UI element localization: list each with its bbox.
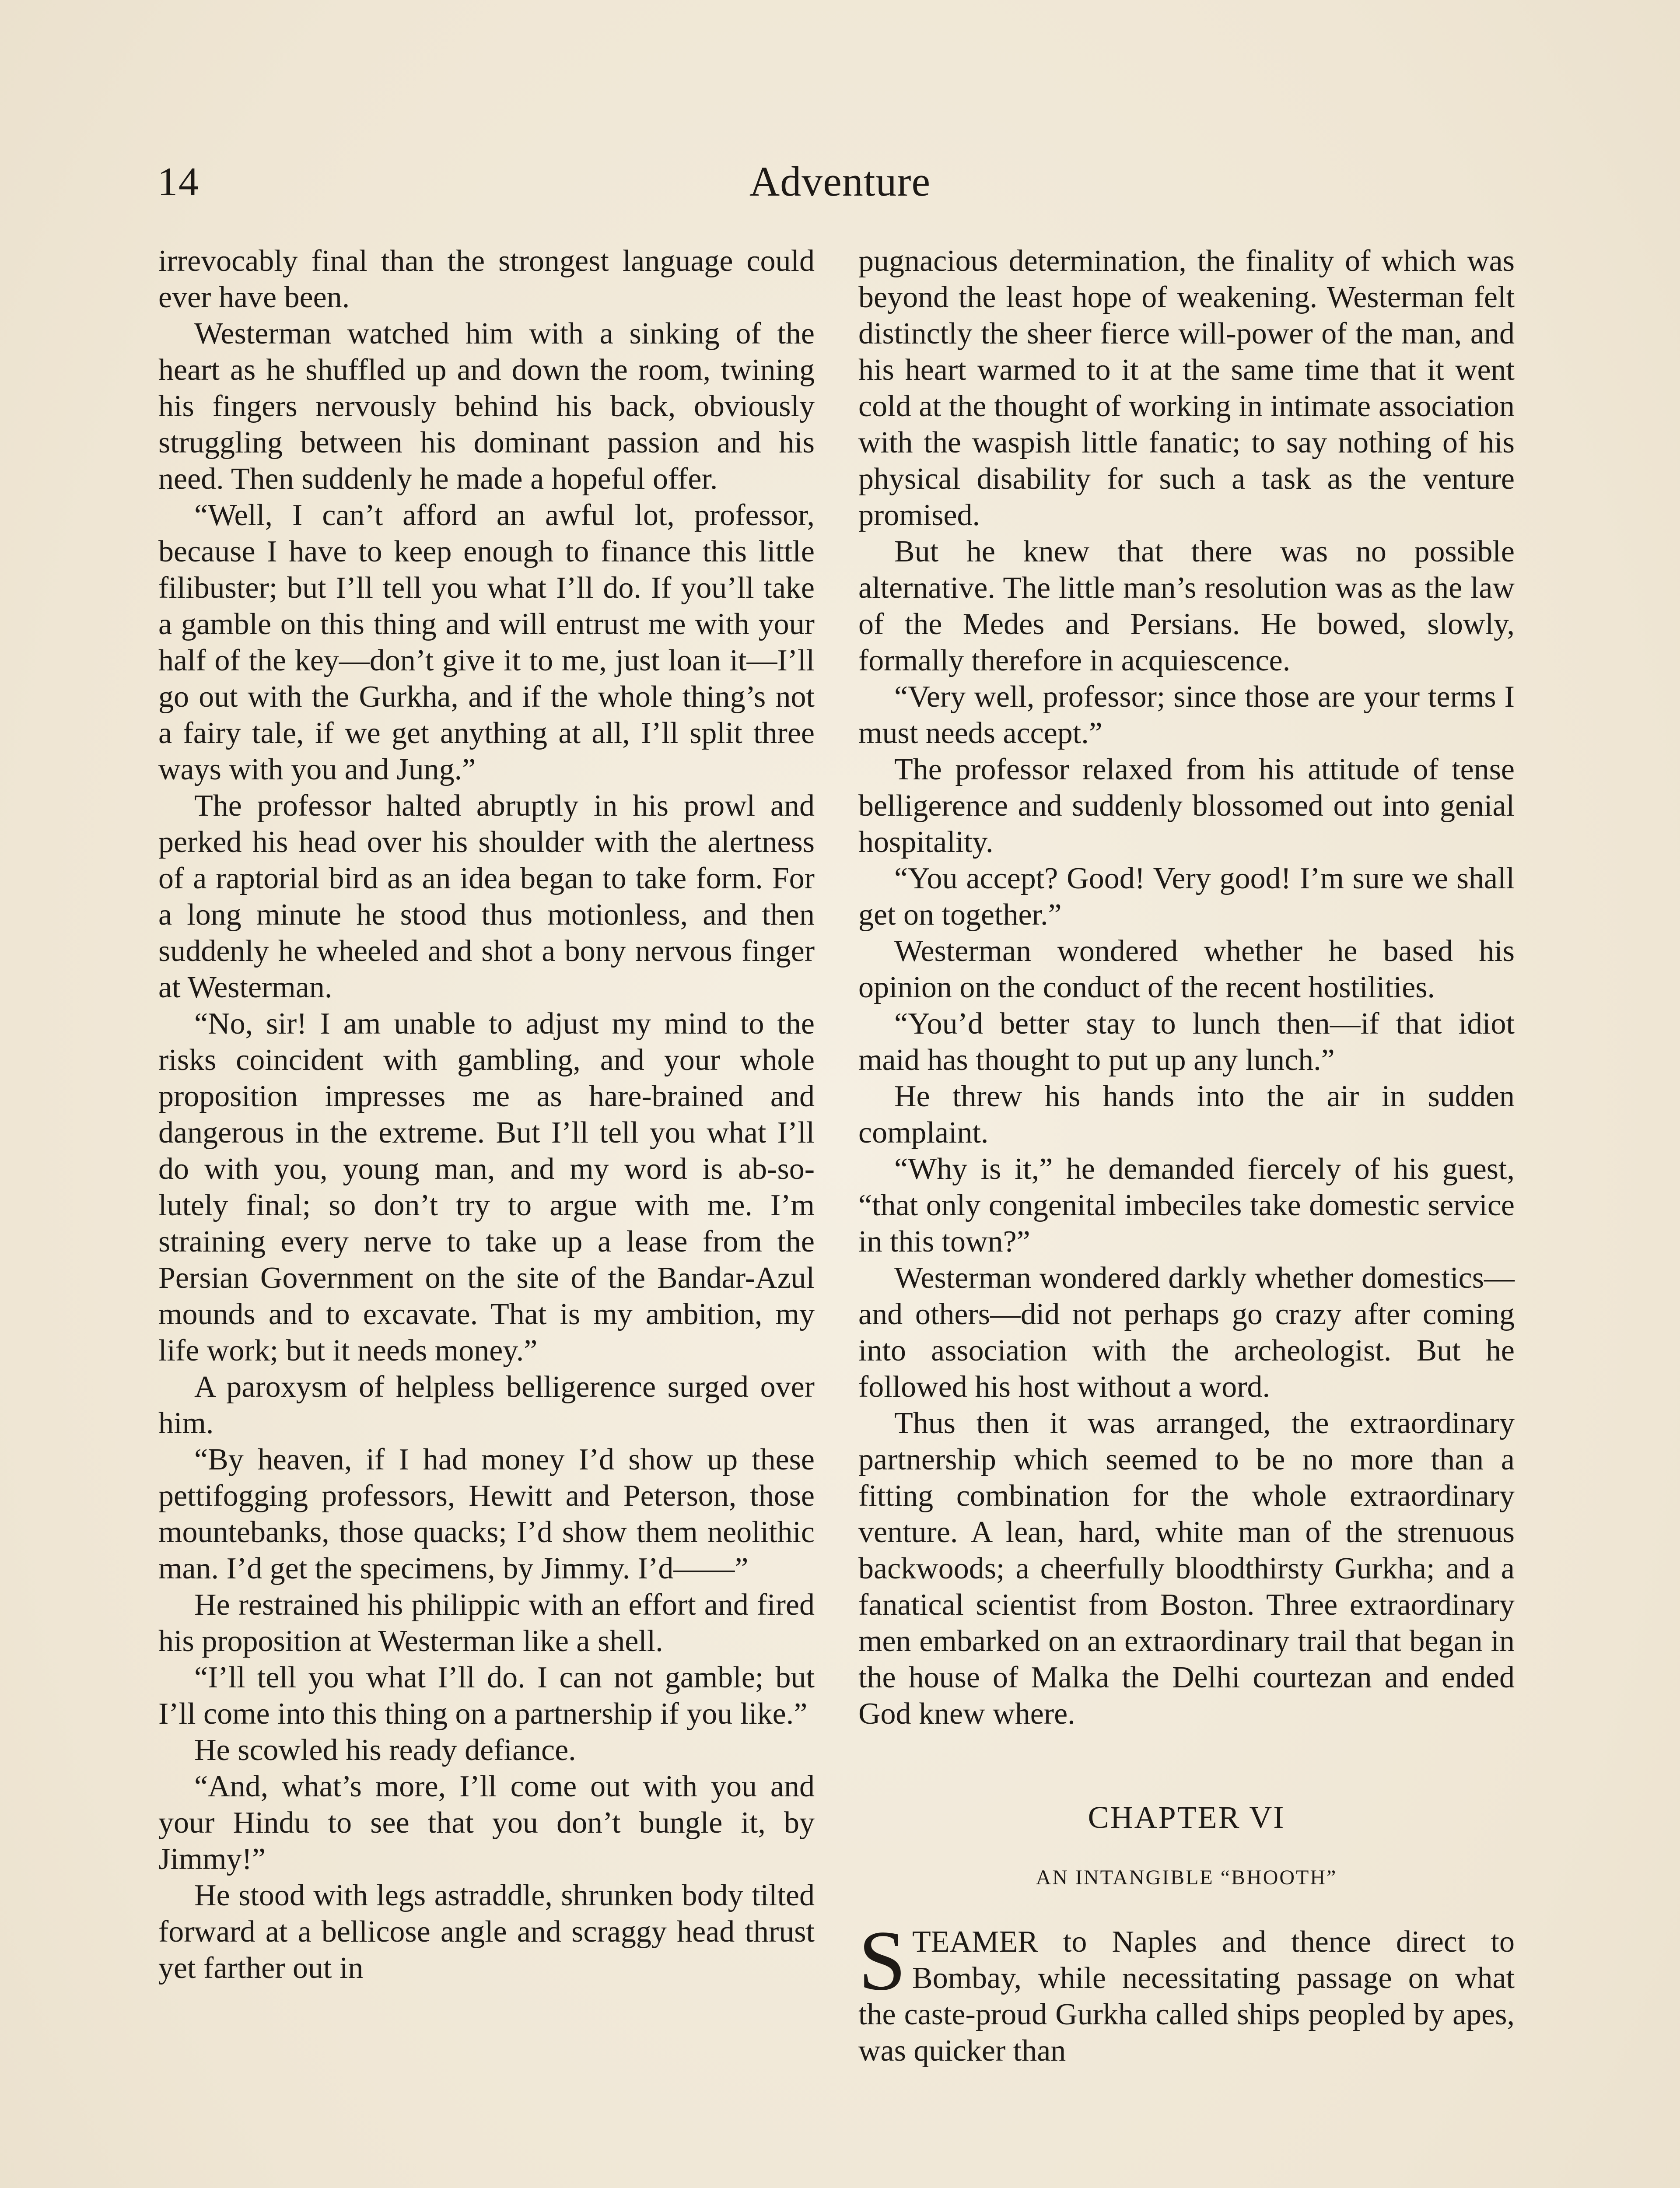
drop-cap: S (858, 1913, 906, 2008)
paragraph: The professor halted abruptly in his prowl and perked his head over his shoulder with the alertness of a raptorial bird as an idea began to take form. For a long minute he stood thus motionless, and then suddenly he wheeled and shot a bony nervous finger at Westerman. (158, 789, 815, 1004)
paragraph: But he knew that there was no possible alternative. The little man’s resolution was as the law of the Medes and Persians. He bowed, slowly, formally therefore in acquiescence. (858, 535, 1515, 677)
paragraph: “You’d better stay to lunch then—if that idiot maid has thought to put up any lunch.” (858, 1007, 1515, 1077)
chapter-subtitle: AN INTANGIBLE “BHOOTH” (1036, 1866, 1337, 1889)
chapter-title: CHAPTER VI (1088, 1800, 1285, 1835)
paragraph: Westerman wondered whether he based his opinion on the conduct of the recent hostilities. (858, 934, 1515, 1004)
paragraph: “I’ll tell you what I’ll do. I can not gamble; but I’ll come into this thing on a partnership if you like.” (158, 1661, 815, 1731)
paragraph: Thus then it was arranged, the extraordinary partnership which seemed to be no more than a fitting combination for the whole extraordinary venture. A lean, hard, white man of the strenuous backwoods; a cheerfully bloodthirsty Gurkha; and a fanatical scientist from Boston. Three extraordinary men embarked on an extraordinary trail that began in the house of Malka the Delhi courtezan and ended God knew where. (858, 1406, 1515, 1731)
paragraph: He threw his hands into the air in sudden complaint. (858, 1080, 1515, 1150)
chapter-opening-paragraph (858, 1913, 1515, 2069)
paragraph: pugnacious determination, the finality of which was beyond the least hope of weakening. Westerman felt distinctly the sheer fierce will-power of the man, and his heart warmed to it at the same time that it went cold at the thought of working in intimate association with the waspish little fanatic; to say nothing of his physical disability for such a task as the venture promised. (858, 244, 1515, 532)
paragraph: “Well, I can’t afford an awful lot, professor, because I have to keep enough to finance this little filibuster; but I’ll tell you what I’ll do. If you’ll take a gamble on this thing and will entrust me with your half of the key—don’t give it to me, just loan it—I’ll go out with the Gurkha, and if the whole thing’s not a fairy tale, if we get anything at all, I’ll split three ways with you and Jung.” (158, 498, 815, 786)
paragraph: “And, what’s more, I’ll come out with you and your Hindu to see that you don’t bungle it, by Jimmy!” (158, 1770, 815, 1876)
page-number: 14 (158, 159, 200, 204)
running-head (158, 151, 1522, 212)
paragraph: Westerman wondered darkly whether domestics—and others—did not perhaps go crazy after coming into association with the archeologist. But he followed his host without a word. (858, 1261, 1515, 1404)
paragraph: Westerman watched him with a sinking of the heart as he shuffled up and down the room, twining his fingers nervously behind his back, obviously struggling between his dominant passion and his need. Then suddenly he made a hopeful offer. (158, 317, 815, 496)
left-column (158, 243, 815, 1986)
paragraph: “No, sir! I am unable to adjust my mind to the risks coincident with gambling, and your whole proposition impresses me as hare-brained and dangerous in the extreme. But I’ll tell you what I’ll do with you, young man, and my word is ab-so-lutely final; so don’t try to argue with me. I’m straining every nerve to take up a lease from the Persian Government on the site of the Bandar-Azul mounds and to excavate. That is my ambition, my life work; but it needs money.” (158, 1007, 815, 1368)
paragraph: The professor relaxed from his attitude of tense belligerence and suddenly blossomed out into genial hospitality. (858, 753, 1515, 859)
running-title: Adventure (749, 158, 931, 205)
paragraph: “You accept? Good! Very good! I’m sure we shall get on together.” (858, 862, 1515, 932)
chapter-opening-text: TEAMER to Naples and thence direct to Bombay, while necessitating passage on what the caste-proud Gurkha called ships peopled by apes, was quicker than (858, 1925, 1515, 2068)
paragraph: A paroxysm of helpless belligerence surged over him. (158, 1370, 815, 1440)
paragraph: He stood with legs astraddle, shrunken body tilted forward at a bellicose angle and scraggy head thrust yet farther out in (158, 1879, 815, 1985)
right-column (858, 243, 1515, 2069)
paragraph: He scowled his ready defiance. (194, 1733, 576, 1767)
paragraph: “By heaven, if I had money I’d show up these pettifogging professors, Hewitt and Peterson, those mountebanks, those quacks; I’d show them neolithic man. I’d get the specimens, by Jimmy. I’d——” (158, 1443, 815, 1585)
paragraph: “Why is it,” he demanded fiercely of his guest, “that only congenital imbeciles take domestic service in this town?” (858, 1152, 1515, 1259)
paragraph: “Very well, professor; since those are your terms I must needs accept.” (858, 680, 1515, 750)
paragraph: irrevocably final than the strongest language could ever have been. (158, 244, 815, 314)
paragraph: He restrained his philippic with an effort and fired his proposition at Westerman like a shell. (158, 1588, 815, 1658)
